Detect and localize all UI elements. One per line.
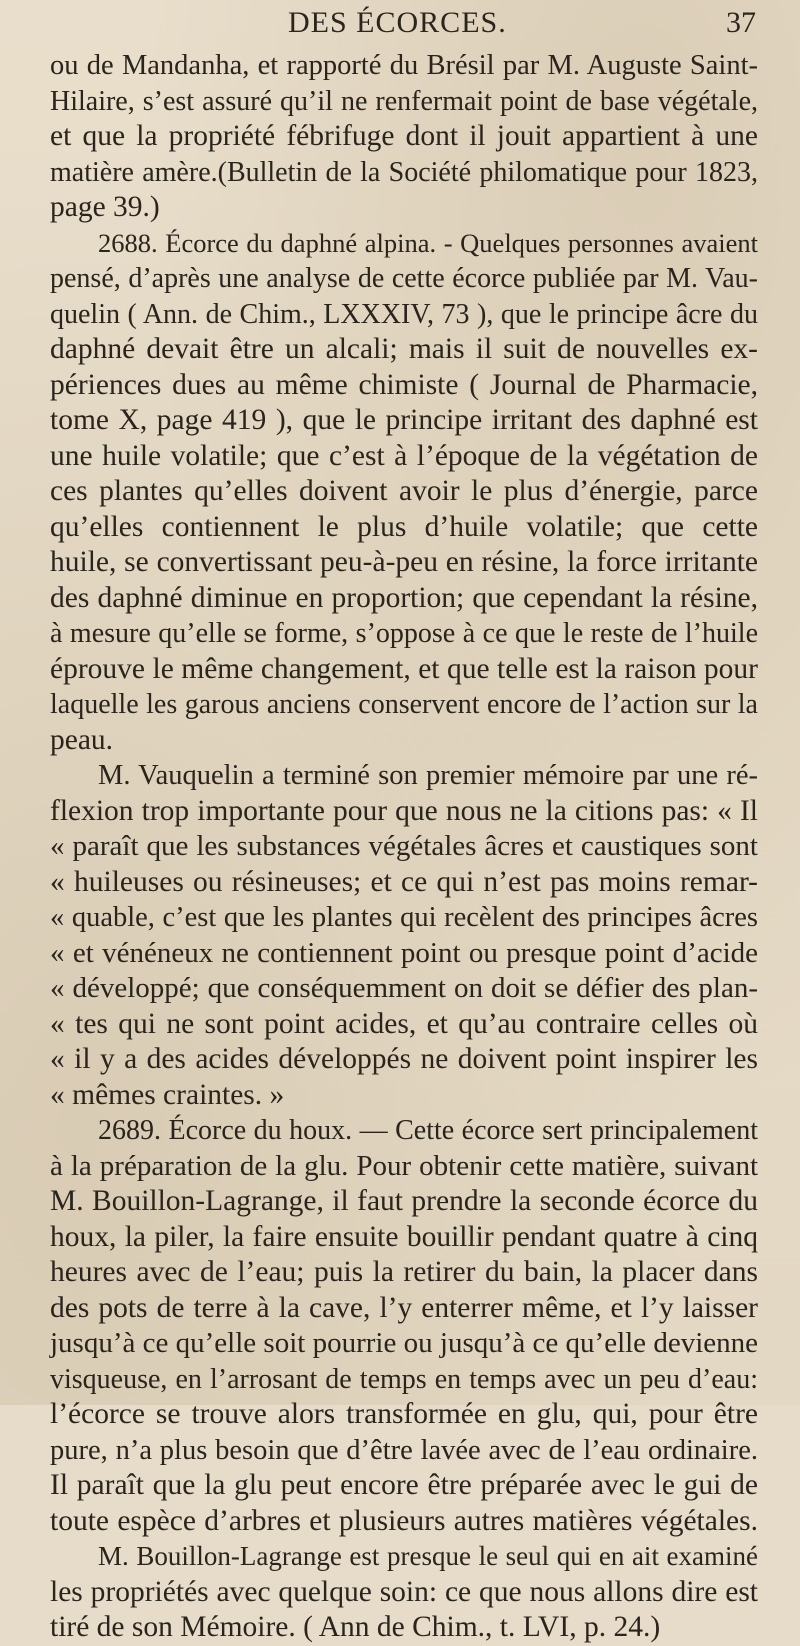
- text-line: visqueuse, en l’arrosant de temps en temps avec un peu d’eau:: [50, 1363, 758, 1395]
- text-line: peau.: [50, 723, 114, 756]
- quote-line: « paraît que les substances végétales âcres et caustiques sont: [50, 830, 758, 862]
- text-line: des pots de terre à la cave, l’y enterrer même, et l’y laisser: [50, 1291, 758, 1324]
- text-line: périences dues au même chimiste ( Journal de Pharmacie,: [50, 368, 758, 401]
- text-line: tome X, page 419 ), que le principe irritant des daphné est: [50, 404, 758, 436]
- text-line: à mesure qu’elle se forme, s’oppose à ce que le reste de l’huile: [50, 618, 758, 649]
- text-line: daphné devait être un alcali; mais il suit de nouvelles ex-: [50, 333, 758, 365]
- page-number: 37: [726, 6, 756, 39]
- text-line: Hilaire, s’est assuré qu’il ne renfermait point de base végétale,: [50, 85, 758, 117]
- text-line: quelin ( Ann. de Chim., LXXXIV, 73 ), que le principe âcre du: [50, 298, 758, 330]
- text-line: matière amère.(Bulletin de la Société philomatique pour 1823,: [50, 156, 758, 188]
- text-line: M. Vauquelin a terminé son premier mémoire par une ré-: [98, 760, 758, 791]
- running-title: DES ÉCORCES.: [288, 6, 507, 39]
- quote-line: « développé; que conséquemment on doit se défier des plan-: [50, 972, 758, 1004]
- quote-line: « mêmes craintes. »: [50, 1078, 285, 1111]
- text-line: des daphné diminue en proportion; que cependant la résine,: [50, 581, 758, 614]
- quote-line: « il y a des acides développés ne doivent point inspirer les: [50, 1043, 758, 1075]
- text-line: tiré de son Mémoire. ( Ann de Chim., t. LVI, p. 24.): [50, 1611, 661, 1643]
- quote-line: « tes qui ne sont point acides, et qu’au contraire celles où: [50, 1007, 758, 1040]
- text-line: jusqu’à ce qu’elle soit pourrie ou jusqu’à ce qu’elle devienne: [50, 1327, 758, 1359]
- text-line: qu’elles contiennent le plus d’huile volatile; que cette: [50, 510, 758, 543]
- text-line: Il paraît que la glu peut encore être préparée avec le gui de: [50, 1469, 758, 1501]
- text-line: toute espèce d’arbres et plusieurs autres matières végétales.: [50, 1504, 758, 1537]
- text-line: flexion trop importante pour que nous ne la citions pas: « Il: [50, 794, 758, 827]
- text-line: et que la propriété fébrifuge dont il jouit appartient à une: [50, 120, 758, 152]
- text-line: laquelle les garous anciens conservent encore de l’action sur la: [50, 689, 758, 720]
- text-line: houx, la piler, la faire ensuite bouillir pendant quatre à cinq: [50, 1220, 758, 1253]
- section-2688-heading-line: 2688. Écorce du daphné alpina. - Quelques personnes avaient: [98, 227, 758, 258]
- text-line: heures avec de l’eau; puis la retirer du bain, la placer dans: [50, 1256, 758, 1288]
- text-line: page 39.): [50, 191, 160, 223]
- quote-line: « huileuses ou résineuses; et ce qui n’est pas moins remar-: [50, 865, 758, 898]
- text-line: huile, se convertissant peu-à-peu en résine, la force irritante: [50, 546, 758, 578]
- text-line: ou de Mandanha, et rapporté du Brésil par M. Auguste Saint-: [50, 50, 758, 81]
- text-line: les propriétés avec quelque soin: ce que nous allons dire est: [50, 1575, 758, 1608]
- text-line: ces plantes qu’elles doivent avoir le plus d’énergie, parce: [50, 475, 758, 507]
- running-header: [0, 2, 800, 42]
- text-line: à la préparation de la glu. Pour obtenir cette matière, suivant: [50, 1149, 758, 1182]
- text-line: pensé, d’après une analyse de cette écorce publiée par M. Vau-: [50, 263, 758, 294]
- quote-line: « quable, c’est que les plantes qui recèlent des principes âcres: [50, 902, 758, 933]
- text-line: pure, n’a plus besoin que d’être lavée avec de l’eau ordinaire.: [50, 1434, 758, 1466]
- quote-line: « et vénéneux ne contiennent point ou presque point d’acide: [50, 936, 758, 969]
- text-line: l’écorce se trouve alors transformée en glu, qui, pour être: [50, 1398, 758, 1430]
- text-line: M. Bouillon-Lagrange, il faut prendre la seconde écorce du: [50, 1185, 758, 1217]
- text-line: éprouve le même changement, et que telle est la raison pour: [50, 652, 758, 685]
- section-2689-heading-line: 2689. Écorce du houx. — Cette écorce sert principalement: [98, 1115, 758, 1146]
- text-line: une huile volatile; que c’est à l’époque de la végétation de: [50, 439, 758, 472]
- text-line: M. Bouillon-Lagrange est presque le seul qui en ait examiné: [98, 1541, 758, 1571]
- body-text: [50, 48, 758, 1646]
